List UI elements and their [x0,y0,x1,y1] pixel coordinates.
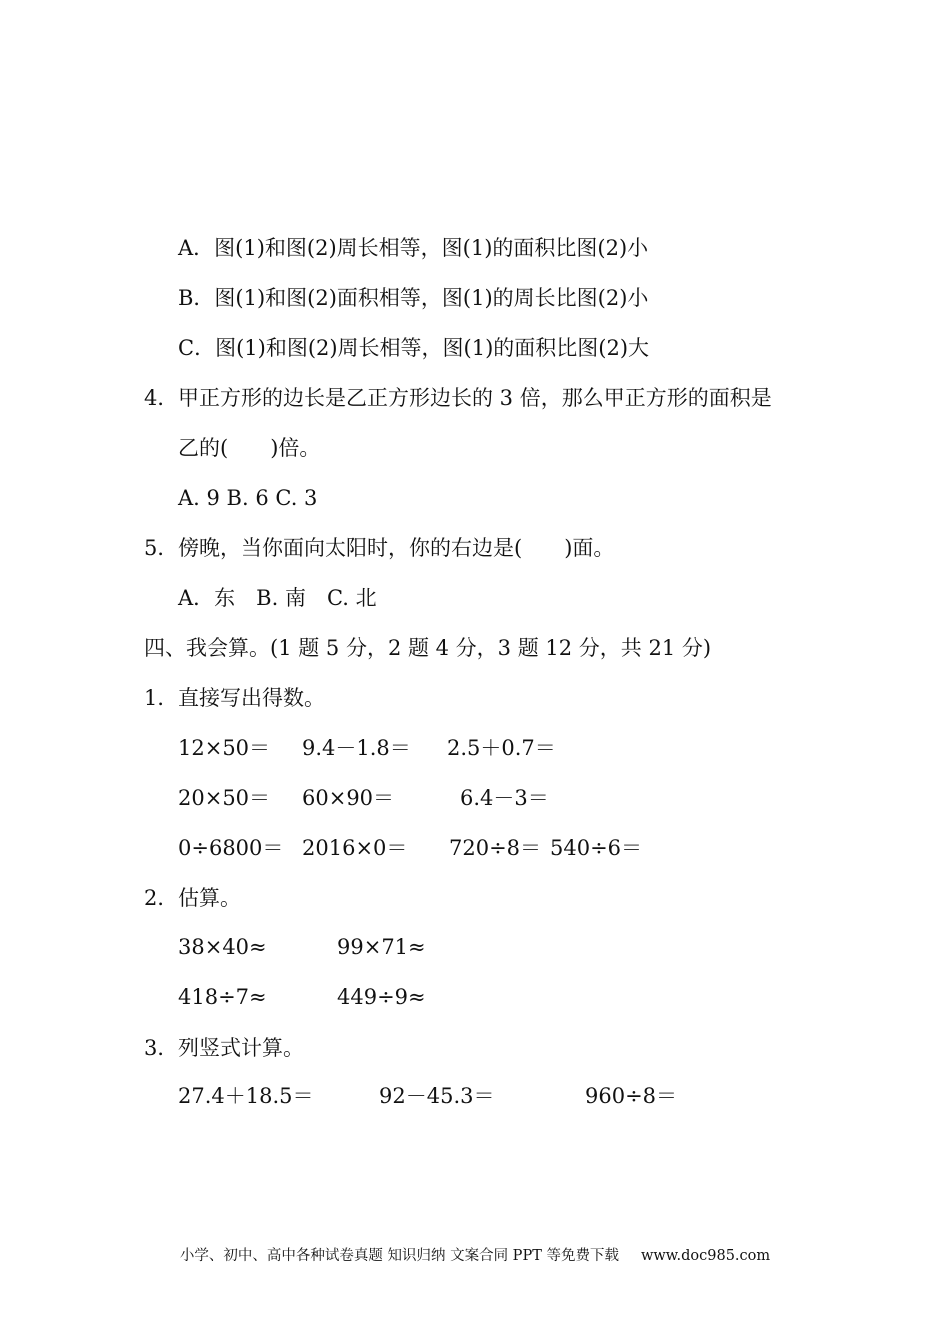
vertical-calc-item: 27.4＋18.5＝ [178,1084,314,1108]
q5-text: 傍晚，当你面向太阳时，你的右边是( )面。 [178,536,615,560]
q4-number: 4． [144,386,179,410]
vertical-calc-item: 960÷8＝ [585,1084,678,1108]
estimate-item: 449÷9≈ [337,985,426,1009]
footer-text: 小学、初中、高中各种试卷真题 知识归纳 文案合同 PPT 等免费下载 [179,1248,619,1264]
estimate-item: 418÷7≈ [178,985,267,1009]
s4-q2-title: 估算。 [178,886,241,910]
footer-url[interactable]: www.doc985.com [640,1248,771,1264]
calc-item: 0÷6800＝ [178,836,284,860]
vertical-calc-item: 92－45.3＝ [379,1084,495,1108]
s4-q1-number: 1． [144,686,179,710]
estimate-item: 99×71≈ [337,935,426,959]
calc-item: 6.4－3＝ [460,786,549,810]
calc-item: 9.4－1.8＝ [302,736,411,760]
calc-item: 720÷8＝ [449,836,542,860]
q5-number: 5． [144,536,179,560]
estimate-item: 38×40≈ [178,935,267,959]
q4-text-line2: 乙的( )倍。 [178,436,321,460]
s4-q2-number: 2． [144,886,179,910]
calc-item: 2.5＋0.7＝ [447,736,556,760]
q4-text-line1: 甲正方形的边长是乙正方形边长的 3 倍，那么甲正方形的面积是 [178,386,772,410]
page-footer [0,1246,950,1266]
q3-option-a: A．图(1)和图(2)周长相等，图(1)的面积比图(2)小 [178,236,649,260]
s4-q3-number: 3． [144,1036,179,1060]
q3-option-b: B．图(1)和图(2)面积相等，图(1)的周长比图(2)小 [178,286,649,310]
section4-heading: 四、我会算。(1 题 5 分，2 题 4 分，3 题 12 分，共 21 分) [144,636,712,660]
q4-options: A. 9 B. 6 C. 3 [178,486,318,510]
calc-item: 12×50＝ [178,736,271,760]
calc-item: 60×90＝ [302,786,395,810]
calc-item: 20×50＝ [178,786,271,810]
s4-q1-title: 直接写出得数。 [178,686,325,710]
s4-q3-title: 列竖式计算。 [178,1036,304,1060]
calc-item: 540÷6＝ [550,836,643,860]
q5-options: A．东 B. 南 C. 北 [178,586,377,610]
q3-option-c: C．图(1)和图(2)周长相等，图(1)的面积比图(2)大 [178,336,650,360]
calc-item: 2016×0＝ [302,836,408,860]
